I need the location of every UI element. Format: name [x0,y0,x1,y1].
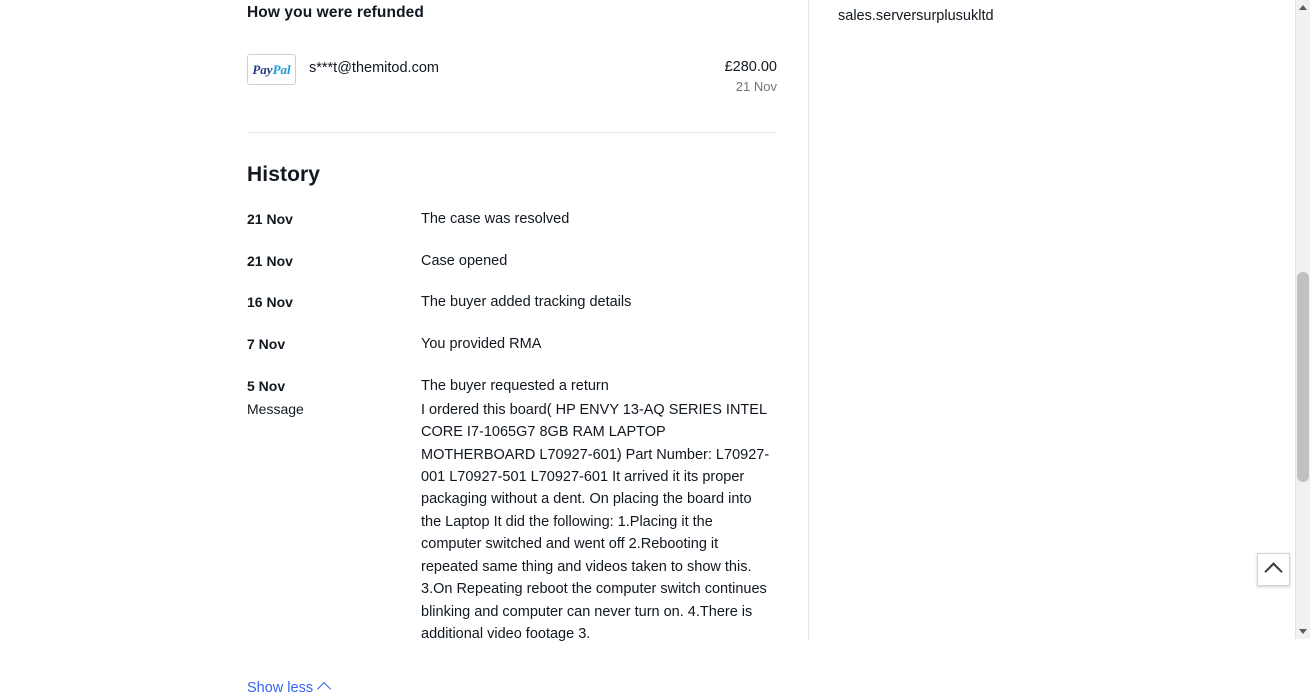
show-less-button[interactable] [247,680,329,696]
history-row-message: I ordered this board( HP ENVY 13-AQ SERIES INTEL CORE I7-1065G7 8GB RAM LAPTOP MOTHERBOARD L70927-601) Part Number: L70927-001 L70927-501 L70927-601 It arrived it its proper packaging without a dent. On placing the board into the Laptop It did the following: 1.Placing it the computer switched and went off 2.Rebooting it repeated same thing and videos taken to show this. 3.On Repeating reboot the computer switch continues blinking and computer can never turn on. 4.There is additional video footage 3. [421,401,770,643]
history-row-text: Case opened [421,252,508,269]
refund-email: s***t@themitod.com [309,60,439,76]
chevron-up-icon [317,682,331,696]
history-list [247,209,777,646]
history-title: History [247,162,321,186]
paypal-logo-pay-text: Pay [252,62,273,77]
history-row-text: The buyer added tracking details [421,294,632,311]
history-row-date-value: 5 Nov [247,377,286,394]
history-row [247,376,777,646]
seller-contact-text: sales.serversurplusukltd [838,8,994,24]
history-row [247,292,777,314]
history-row [247,209,777,231]
refund-amount-block [725,57,777,97]
history-row-date: 7 Nov [247,336,286,353]
history-row-text: The buyer requested a return [421,377,609,394]
refund-row [247,54,777,97]
paypal-logo-pal-text: Pal [272,62,291,77]
main-content-column [247,0,777,697]
history-row [247,334,777,356]
right-panel [838,0,1258,28]
refund-section-title: How you were refunded [247,4,424,21]
column-separator [808,0,809,639]
scroll-up-arrow-icon[interactable] [1296,0,1310,15]
page-scrollbar[interactable] [1295,0,1310,639]
history-row-text-block [421,376,777,646]
history-row-message-label: Message [247,400,304,417]
history-row-date [247,376,421,420]
paypal-logo-icon [247,54,296,85]
history-row-date: 21 Nov [247,252,293,269]
chevron-up-icon [1264,562,1282,580]
refund-date: 21 Nov [735,79,777,95]
scroll-thumb[interactable] [1297,272,1309,482]
history-row [247,251,777,273]
history-row-date: 21 Nov [247,210,293,227]
show-less-label: Show less [247,679,314,696]
section-divider [247,132,777,133]
history-row-text: The case was resolved [421,210,570,227]
history-row-text: You provided RMA [421,336,542,353]
history-row-date: 16 Nov [247,294,293,311]
refund-amount: £280.00 [724,59,777,75]
scroll-down-arrow-icon[interactable] [1296,624,1310,639]
back-to-top-button[interactable] [1257,553,1290,586]
